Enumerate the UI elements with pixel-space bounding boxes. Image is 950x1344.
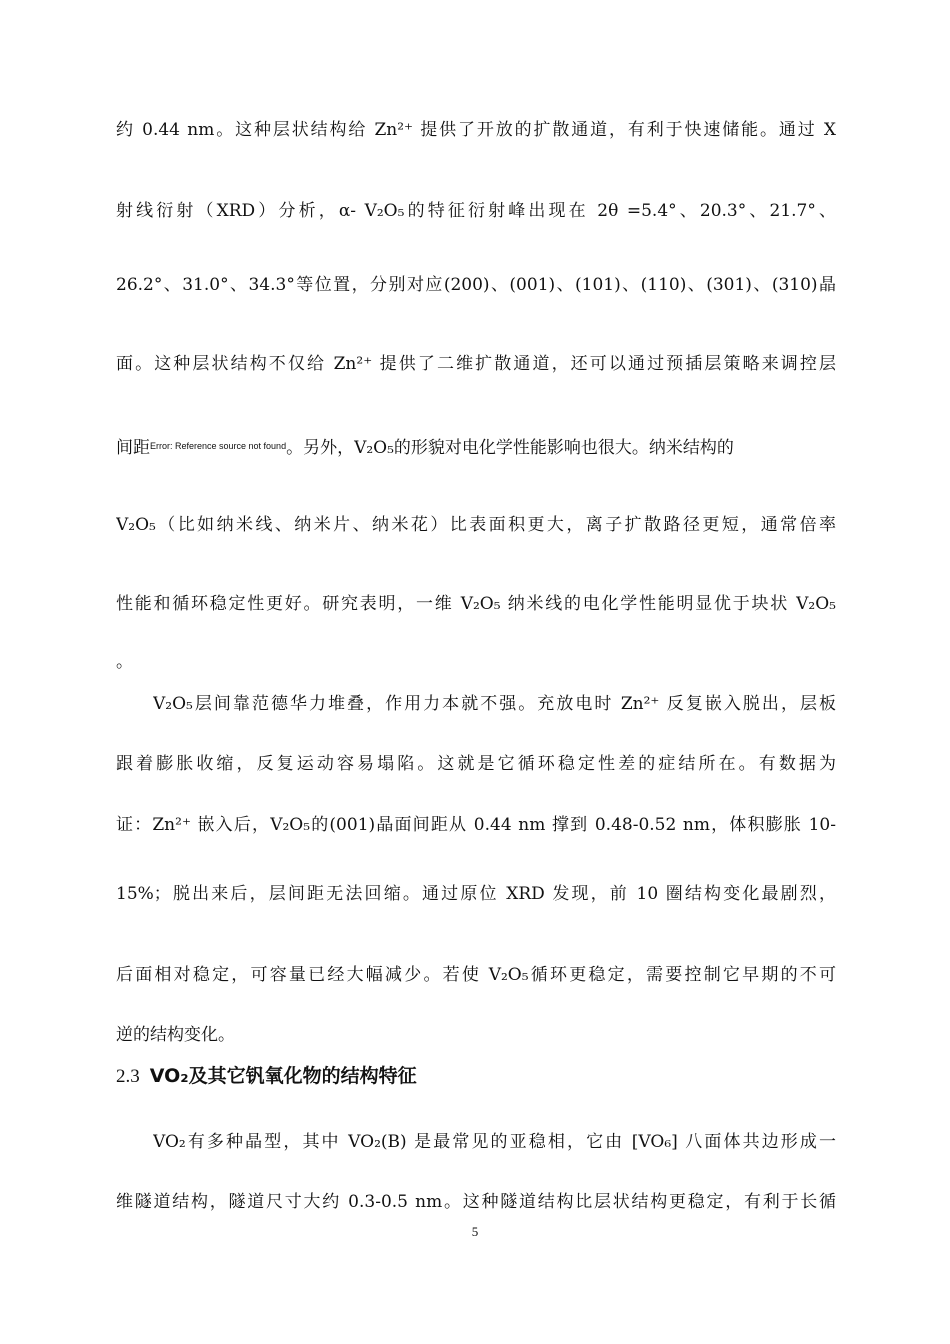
paragraph1-line6: V₂O₅（比如纳米线、纳米片、纳米花）比表面积更大，离子扩散路径更短，通常倍率 — [116, 515, 836, 535]
paragraph3-line2: 维隧道结构，隧道尺寸大约 0.3-0.5 nm。这种隧道结构比层状结构更稳定，有利于长循 — [116, 1192, 836, 1212]
paragraph1-line4: 面。这种层状结构不仅给 Zn²⁺ 提供了二维扩散通道，还可以通过预插层策略来调控层 — [116, 354, 836, 374]
reference-error-text: Error: Reference source not found — [150, 441, 287, 451]
paragraph1-line1: 约 0.44 nm。这种层状结构给 Zn²⁺ 提供了开放的扩散通道，有利于快速储能。通过 X — [116, 120, 836, 140]
section-heading — [116, 1062, 836, 1091]
paragraph1-line5 — [116, 434, 836, 460]
section-number: 2.3 — [116, 1066, 140, 1087]
paragraph2-line3: 证：Zn²⁺ 嵌入后，V₂O₅的(001)晶面间距从 0.44 nm 撑到 0.48-0.52 nm，体积膨胀 10- — [116, 815, 836, 835]
paragraph2-line6: 逆的结构变化。 — [116, 1025, 235, 1045]
section-title: VO₂及其它钒氧化物的结构特征 — [149, 1065, 417, 1087]
paragraph1-line8: 。 — [116, 652, 133, 672]
text-fragment: 间距 — [116, 438, 150, 458]
paragraph2-line4: 15%；脱出来后，层间距无法回缩。通过原位 XRD 发现，前 10 圈结构变化最剧烈， — [116, 884, 836, 904]
paragraph2-line2: 跟着膨胀收缩，反复运动容易塌陷。这就是它循环稳定性差的症结所在。有数据为 — [116, 754, 836, 774]
paragraph1-line7: 性能和循环稳定性更好。研究表明，一维 V₂O₅ 纳米线的电化学性能明显优于块状 V₂O₅ — [116, 594, 836, 614]
paragraph3-line1: VO₂有多种晶型，其中 VO₂(B) 是最常见的亚稳相，它由 [VO₆] 八面体共边形成一 — [153, 1132, 836, 1152]
paragraph2-line1: V₂O₅层间靠范德华力堆叠，作用力本就不强。充放电时 Zn²⁺ 反复嵌入脱出，层板 — [153, 694, 836, 714]
page-number: 5 — [471, 1224, 479, 1239]
paragraph1-line3: 26.2°、31.0°、34.3°等位置，分别对应(200)、(001)、(101)、(110)、(301)、(310)晶 — [116, 275, 836, 295]
text-fragment: 。另外，V₂O₅的形貌对电化学性能影响也很大。纳米结构的 — [286, 438, 734, 458]
paragraph1-line2: 射线衍射（XRD）分析，α- V₂O₅的特征衍射峰出现在 2θ =5.4°、20.3°、21.7°、 — [116, 201, 836, 221]
paragraph2-line5: 后面相对稳定，可容量已经大幅减少。若使 V₂O₅循环更稳定，需要控制它早期的不可 — [116, 965, 836, 985]
